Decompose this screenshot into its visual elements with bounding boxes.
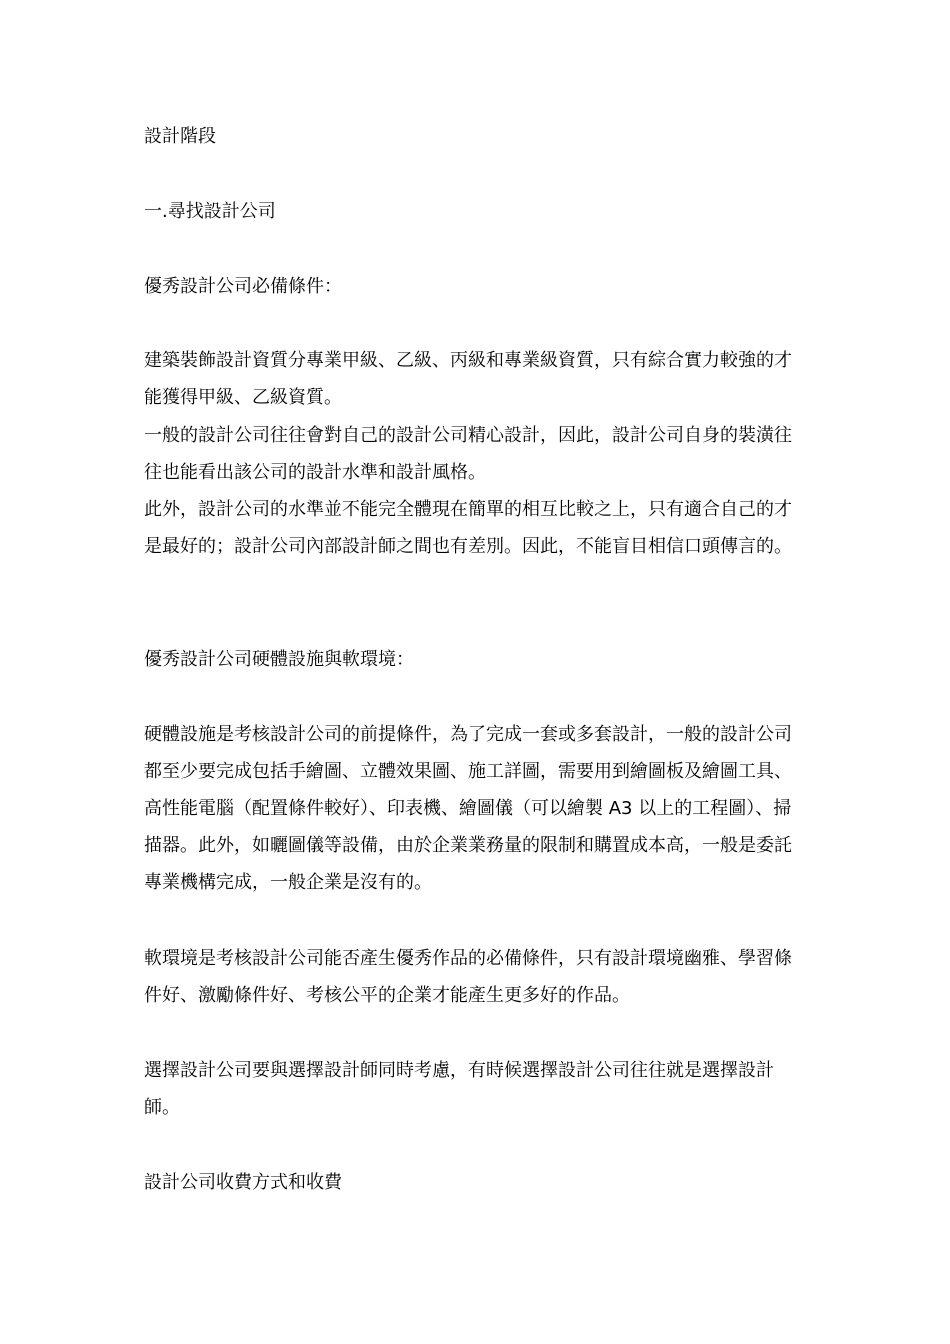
- paragraph-decoration: 一般的設計公司往往會對自己的設計公司精心設計，因此，設計公司自身的裝潢往往也能看出該公司的設計水準和設計風格。: [144, 425, 792, 483]
- paragraph-hardware: 硬體設施是考核設計公司的前提條件，為了完成一套或多套設計，一般的設計公司都至少要完成包括手繪圖、立體效果圖、施工詳圖，需要用到繪圖板及繪圖工具、高性能電腦（配置條件較好）、印表機、繪圖儀（可以繪製 A3 以上的工程圖）、掃描器。此外，如曬圖儀等設備，由於企業業務量的限制和購置成本高，一般是委託專業機構完成，一般企業是沒有的。: [144, 724, 792, 893]
- heading-find-company: 一.尋找設計公司: [144, 201, 276, 222]
- heading-fees: 設計公司收費方式和收費: [144, 1172, 342, 1193]
- paragraph-soft-environment: 軟環境是考核設計公司能否產生優秀作品的必備條件，只有設計環境幽雅、學習條件好、激勵條件好、考核公平的企業才能產生更多好的作品。: [144, 948, 792, 1006]
- paragraph-qualification: 建築裝飾設計資質分專業甲級、乙級、丙級和專業級資質，只有綜合實力較強的才能獲得甲級、乙級資質。: [144, 350, 792, 408]
- heading-required-conditions: 優秀設計公司必備條件：: [144, 276, 342, 297]
- paragraph-choose-company: 選擇設計公司要與選擇設計師同時考慮，有時候選擇設計公司往往就是選擇設計師。: [144, 1060, 774, 1118]
- paragraph-besides: 此外，設計公司的水準並不能完全體現在簡單的相互比較之上，只有適合自己的才是最好的；設計公司內部設計師之間也有差別。因此，不能盲目相信口頭傳言的。: [144, 499, 792, 557]
- heading-facilities: 優秀設計公司硬體設施與軟環境：: [144, 649, 414, 670]
- heading-design-stage: 設計階段: [144, 126, 216, 147]
